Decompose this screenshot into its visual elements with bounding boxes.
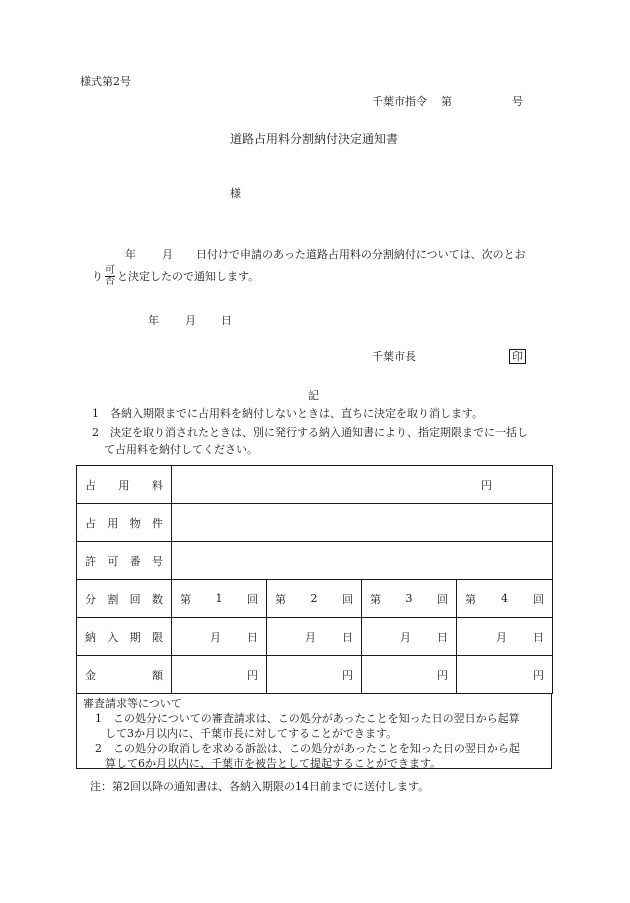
notice-number-dai: 第: [441, 95, 452, 108]
amount-label: 金 額: [77, 656, 172, 694]
deadline-2-cell: 月 日: [267, 618, 362, 656]
table-row-object: [77, 504, 553, 542]
date-month: 月: [185, 314, 196, 327]
ki-heading: 記: [308, 389, 319, 402]
body-year: 年: [125, 248, 136, 261]
body-line2-prefix: り: [92, 270, 103, 283]
seal-mark: 印: [509, 349, 526, 364]
appeal-item-2: 2 この処分の取消しを求める訴訟は、この処分があったことを知った日の翌日から起: [95, 742, 520, 755]
approval-fraction: [105, 266, 115, 287]
appeal-notice-box: [76, 693, 552, 769]
amount-3-cell: 円: [362, 656, 457, 694]
fee-value-cell: [172, 466, 553, 504]
installment-1-cell: 第 1 回: [172, 580, 267, 618]
addressee-sama: 様: [230, 187, 241, 200]
date-year: 年: [148, 314, 159, 327]
signatory: 千葉市長: [372, 350, 416, 363]
deadline-4-cell: 月 日: [457, 618, 553, 656]
installment-3-cell: 第 3 回: [362, 580, 457, 618]
note-2: 2 決定を取り消されたときは、別に発行する納入通知書により、指定期限までに一括し: [92, 426, 528, 439]
deadline-1-cell: 月 日: [172, 618, 267, 656]
table-row-permit: [77, 542, 553, 580]
installments-label: 分 割 回 数: [77, 580, 172, 618]
page-title: 道路占用料分割納付決定通知書: [230, 132, 399, 146]
form-number: 様式第2号: [80, 75, 131, 88]
table-row-deadline: [77, 618, 553, 656]
installment-2-cell: 第 2 回: [267, 580, 362, 618]
permit-label: 許 可 番 号: [77, 542, 172, 580]
appeal-heading: 審査請求等について: [83, 697, 182, 710]
installment-4-cell: 第 4 回: [457, 580, 553, 618]
footnote: 注：第2回以降の通知書は、各納入期限の14日前までに送付します。: [90, 780, 430, 793]
note-1: 1 各納入期限までに占用料を納付しないときは、直ちに決定を取り消します。: [92, 407, 484, 420]
deny-option: 否: [105, 276, 115, 287]
fee-yen-unit: 円: [481, 478, 492, 492]
date-day: 日: [221, 314, 232, 327]
object-label: 占 用 物 件: [77, 504, 172, 542]
deadline-label: 納 入 期 限: [77, 618, 172, 656]
notice-number-prefix: 千葉市指令: [372, 95, 427, 108]
appeal-item-1: 1 この処分についての審査請求は、この処分があったことを知った日の翌日から起算: [95, 712, 520, 725]
body-line2-suffix: と決定したので通知します。: [117, 270, 260, 283]
approve-option: 可: [105, 265, 115, 276]
notice-number-go: 号: [512, 95, 523, 108]
body-month: 月: [162, 248, 173, 261]
object-value-cell: [172, 504, 553, 542]
appeal-item-1-continued: して3か月以内に、千葉市長に対してすることができます。: [105, 727, 398, 740]
amount-4-cell: 円: [457, 656, 553, 694]
table-row-fee: [77, 466, 553, 504]
deadline-3-cell: 月 日: [362, 618, 457, 656]
table-row-amount: [77, 656, 553, 694]
table-row-installments: [77, 580, 553, 618]
permit-value-cell: [172, 542, 553, 580]
installment-table: [76, 465, 553, 694]
fee-label: 占 用 料: [77, 466, 172, 504]
body-line2: [92, 266, 259, 287]
amount-2-cell: 円: [267, 656, 362, 694]
appeal-item-2-continued: 算して6か月以内に、千葉市を被告として提起することができます。: [105, 757, 442, 770]
amount-1-cell: 円: [172, 656, 267, 694]
body-line1-text: 日付けで申請のあった道路占用料の分割納付については、次のとお: [196, 248, 526, 261]
note-2-continued: て占用料を納付してください。: [104, 443, 258, 456]
